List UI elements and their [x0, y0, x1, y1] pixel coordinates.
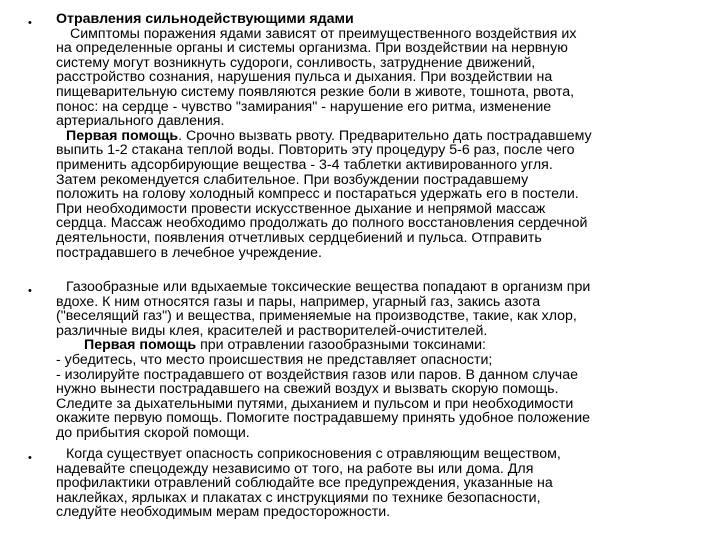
- paragraph-line: ("веселящий газ") и вещества, применяемые на производстве, такие, как хлор,: [56, 308, 577, 325]
- paragraph-line: понос: на сердце - чувство "замирания" - нарушение его ритма, изменение: [56, 98, 552, 115]
- section-strong-poisons: [56, 12, 686, 260]
- paragraph-line: окажите первую помощь. Помогите пострадавшему принять удобное положение: [56, 410, 591, 427]
- first-aid-line: [56, 338, 686, 353]
- paragraph-line: применить адсорбирующие вещества - 3-4 таблетки активированного угля.: [56, 156, 553, 173]
- paragraph-line: Газообразные или вдыхаемые токсические вещества попадают в организм при: [66, 279, 591, 295]
- bullet-marker-2: •: [28, 285, 32, 297]
- paragraph-line: деятельности, появления отчетливых сердцебиений и пульса. Отправить: [56, 229, 542, 246]
- first-aid-line: [56, 129, 686, 144]
- paragraph-line: Затем рекомендуется слабительное. При возбуждении пострадавшему: [56, 171, 529, 188]
- paragraph-line: артериального давления.: [56, 113, 225, 130]
- paragraph-line: выпить 1-2 стакана теплой воды. Повторить эту процедуру 5-6 раз, после чего: [56, 142, 575, 159]
- paragraph-line: Следите за дыхательными путями, дыханием и пульсом и при необходимости: [56, 395, 574, 412]
- paragraph-line: пострадавшего в лечебное учреждение.: [56, 244, 322, 261]
- paragraph-line: до прибытия скорой помощи.: [56, 424, 250, 441]
- paragraph-line: - изолируйте пострадавшего от воздействия газов или паров. В данном случае: [56, 366, 578, 383]
- first-aid-label: Первая помощь: [66, 127, 179, 144]
- paragraph-line: надевайте спецодежду независимо от того, на работе вы или дома. Для: [56, 460, 534, 477]
- paragraph-line: положить на голову холодный компресс и постараться удержать его в постели.: [56, 186, 579, 203]
- paragraph-line: наклейках, ярлыках и плакатах с инструкциями по технике безопасности,: [56, 489, 541, 506]
- first-aid-text: при отравлении газообразными токсинами:: [196, 337, 486, 354]
- section-gas-poisons: [56, 280, 686, 441]
- paragraph-line: пищеварительную систему появляются резкие боли в животе, тошнота, рвота,: [56, 83, 575, 100]
- paragraph-line: Симптомы поражения ядами зависят от преимущественного воздействия их: [70, 25, 577, 42]
- paragraph-line: вдохе. К ним относятся газы и пары, например, угарный газ, закись азота: [56, 293, 541, 310]
- paragraph-line: на определенные органы и системы организма. При воздействии на нервную: [56, 40, 568, 57]
- paragraph-line: профилактики отравлений соблюдайте все предупреждения, указанные на: [56, 475, 553, 492]
- paragraph-line: сердца. Массаж необходимо продолжать до полного восстановления сердечной: [56, 215, 588, 232]
- first-aid-label: Первая помощь: [84, 337, 197, 354]
- paragraph-line: При необходимости провести искусственное дыхание и непрямой массаж: [56, 200, 546, 217]
- paragraph-line: различные виды клея, красителей и растворителей-очистителей.: [56, 322, 488, 339]
- bullet-marker-1: •: [28, 17, 32, 29]
- first-aid-text: . Срочно вызвать рвоту. Предварительно дать пострадавшему: [178, 127, 592, 144]
- paragraph-line: - убедитесь, что место происшествия не представляет опасности;: [56, 351, 493, 368]
- paragraph-line: систему могут возникнуть судороги, сонливость, затруднение движений,: [56, 54, 536, 71]
- paragraph-line: следуйте необходимым мерам предосторожности.: [56, 504, 391, 521]
- section-prevention: [56, 447, 686, 520]
- paragraph-line: нужно вынести пострадавшего на свежий воздух и вызвать скорую помощь.: [56, 381, 559, 398]
- paragraph-line: Когда существует опасность соприкосновения с отравляющим веществом,: [66, 446, 561, 462]
- section-heading: Отравления сильнодействующими ядами: [56, 11, 354, 27]
- bullet-marker-3: •: [28, 452, 32, 464]
- paragraph-line: расстройство сознания, нарушения пульса и дыхания. При воздействии на: [56, 69, 553, 86]
